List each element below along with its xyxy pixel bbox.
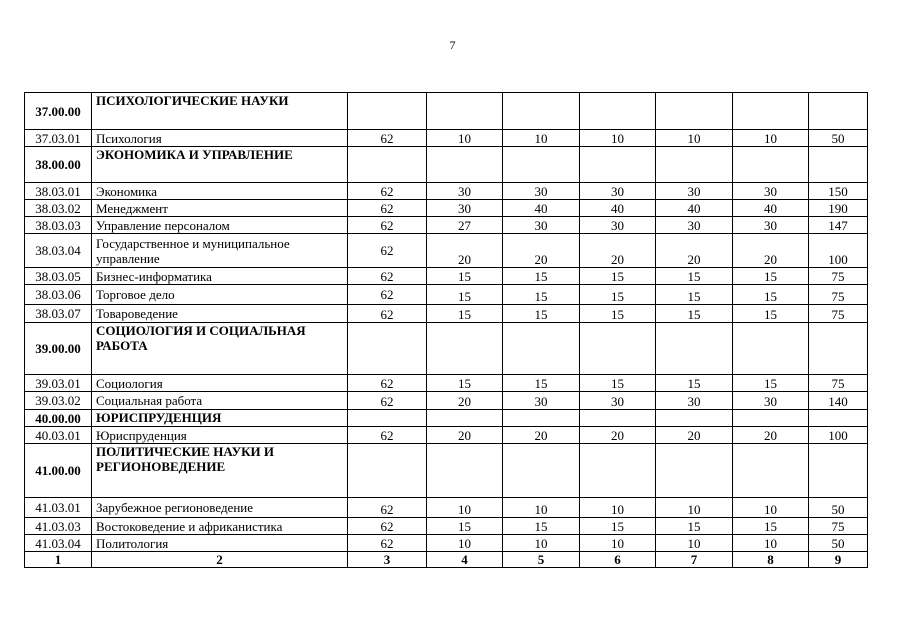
value-cell: 15: [503, 285, 580, 305]
value-cell: 20: [427, 427, 503, 444]
value-cell: [733, 444, 809, 498]
code-cell: 38.03.01: [25, 183, 92, 200]
value-cell: 30: [503, 392, 580, 410]
value-cell: 62: [348, 535, 427, 552]
value-cell: 15: [733, 518, 809, 535]
value-cell: 27: [427, 217, 503, 234]
value-cell: 62: [348, 305, 427, 323]
value-cell: [656, 323, 733, 375]
code-cell: 37.00.00: [25, 93, 92, 130]
value-cell: [580, 323, 656, 375]
name-cell: ЮРИСПРУДЕНЦИЯ: [92, 410, 348, 427]
value-cell: 15: [656, 305, 733, 323]
value-cell: 20: [503, 234, 580, 268]
value-cell: 20: [733, 234, 809, 268]
name-cell: ПСИХОЛОГИЧЕСКИЕ НАУКИ: [92, 93, 348, 130]
value-cell: 50: [809, 535, 868, 552]
value-cell: 75: [809, 268, 868, 285]
value-cell: 10: [503, 535, 580, 552]
value-cell: 62: [348, 392, 427, 410]
page-number: 7: [449, 38, 456, 52]
value-cell: 15: [427, 305, 503, 323]
section-row: [25, 323, 868, 375]
table-row: [25, 268, 868, 285]
value-cell: 15: [503, 518, 580, 535]
section-row: [25, 147, 868, 183]
column-number-cell: 6: [580, 552, 656, 568]
value-cell: 30: [427, 200, 503, 217]
value-cell: [348, 323, 427, 375]
value-cell: 20: [580, 234, 656, 268]
value-cell: 15: [580, 375, 656, 392]
value-cell: [503, 147, 580, 183]
value-cell: [733, 323, 809, 375]
table-row: [25, 305, 868, 323]
value-cell: 62: [348, 268, 427, 285]
value-cell: 15: [656, 285, 733, 305]
table-row: [25, 375, 868, 392]
value-cell: [503, 323, 580, 375]
value-cell: [580, 410, 656, 427]
value-cell: 10: [503, 498, 580, 518]
value-cell: 62: [348, 217, 427, 234]
value-cell: 30: [503, 183, 580, 200]
code-cell: 37.03.01: [25, 130, 92, 147]
code-cell: 41.03.03: [25, 518, 92, 535]
value-cell: [809, 410, 868, 427]
value-cell: 10: [580, 535, 656, 552]
value-cell: [503, 410, 580, 427]
value-cell: 62: [348, 498, 427, 518]
value-cell: [348, 147, 427, 183]
code-cell: 41.03.04: [25, 535, 92, 552]
value-cell: [733, 147, 809, 183]
table-row: [25, 200, 868, 217]
value-cell: [733, 93, 809, 130]
value-cell: 30: [656, 392, 733, 410]
value-cell: 30: [733, 217, 809, 234]
value-cell: 62: [348, 427, 427, 444]
section-row: [25, 410, 868, 427]
value-cell: 10: [427, 535, 503, 552]
table-row: [25, 392, 868, 410]
value-cell: 20: [580, 427, 656, 444]
value-cell: 30: [580, 183, 656, 200]
value-cell: 190: [809, 200, 868, 217]
value-cell: 10: [656, 498, 733, 518]
value-cell: 62: [348, 200, 427, 217]
value-cell: 40: [656, 200, 733, 217]
value-cell: 15: [503, 375, 580, 392]
column-number-cell: 1: [25, 552, 92, 568]
value-cell: 10: [580, 498, 656, 518]
column-number-cell: 5: [503, 552, 580, 568]
value-cell: [503, 93, 580, 130]
value-cell: 20: [656, 234, 733, 268]
name-cell: Товароведение: [92, 305, 348, 323]
name-cell: Психология: [92, 130, 348, 147]
name-cell: СОЦИОЛОГИЯ И СОЦИАЛЬНАЯ РАБОТА: [92, 323, 348, 375]
value-cell: 75: [809, 518, 868, 535]
value-cell: 140: [809, 392, 868, 410]
table-row: [25, 130, 868, 147]
code-cell: 40.03.01: [25, 427, 92, 444]
name-cell: Зарубежное регионоведение: [92, 498, 348, 518]
name-cell: Социальная работа: [92, 392, 348, 410]
value-cell: 30: [656, 183, 733, 200]
value-cell: [427, 323, 503, 375]
value-cell: 62: [348, 234, 427, 268]
name-cell: Востоковедение и африканистика: [92, 518, 348, 535]
code-cell: 38.00.00: [25, 147, 92, 183]
table-row: [25, 234, 868, 268]
section-row: [25, 444, 868, 498]
table-row: [25, 535, 868, 552]
value-cell: [427, 444, 503, 498]
value-cell: [656, 147, 733, 183]
code-cell: 38.03.03: [25, 217, 92, 234]
value-cell: [656, 444, 733, 498]
value-cell: 30: [580, 392, 656, 410]
value-cell: 40: [580, 200, 656, 217]
name-cell: Юриспруденция: [92, 427, 348, 444]
value-cell: 62: [348, 130, 427, 147]
value-cell: 10: [580, 130, 656, 147]
code-cell: 39.03.01: [25, 375, 92, 392]
value-cell: 75: [809, 305, 868, 323]
code-cell: 38.03.02: [25, 200, 92, 217]
value-cell: [427, 147, 503, 183]
column-number-cell: 3: [348, 552, 427, 568]
value-cell: 10: [733, 498, 809, 518]
value-cell: [580, 444, 656, 498]
code-cell: 41.00.00: [25, 444, 92, 498]
value-cell: 62: [348, 375, 427, 392]
value-cell: 10: [503, 130, 580, 147]
value-cell: 20: [427, 392, 503, 410]
column-number-cell: 8: [733, 552, 809, 568]
value-cell: 15: [733, 375, 809, 392]
name-cell: Экономика: [92, 183, 348, 200]
value-cell: [580, 93, 656, 130]
code-cell: 40.00.00: [25, 410, 92, 427]
section-row: [25, 93, 868, 130]
value-cell: 30: [580, 217, 656, 234]
admission-quota-table: [24, 92, 868, 568]
column-number-row: [25, 552, 868, 568]
name-cell: Политология: [92, 535, 348, 552]
value-cell: 150: [809, 183, 868, 200]
value-cell: 15: [733, 305, 809, 323]
value-cell: 30: [733, 183, 809, 200]
value-cell: 15: [656, 518, 733, 535]
value-cell: 30: [427, 183, 503, 200]
value-cell: [656, 410, 733, 427]
value-cell: 20: [427, 234, 503, 268]
name-cell: Управление персоналом: [92, 217, 348, 234]
value-cell: [503, 444, 580, 498]
value-cell: 20: [656, 427, 733, 444]
value-cell: 15: [580, 518, 656, 535]
value-cell: 75: [809, 285, 868, 305]
name-cell: Государственное и муниципальное управление: [92, 234, 348, 268]
value-cell: [809, 323, 868, 375]
code-cell: 39.00.00: [25, 323, 92, 375]
value-cell: 10: [656, 535, 733, 552]
value-cell: 75: [809, 375, 868, 392]
value-cell: 30: [733, 392, 809, 410]
value-cell: [348, 410, 427, 427]
table-row: [25, 183, 868, 200]
value-cell: 10: [427, 130, 503, 147]
value-cell: [427, 93, 503, 130]
value-cell: 10: [656, 130, 733, 147]
value-cell: 10: [427, 498, 503, 518]
value-cell: 10: [733, 130, 809, 147]
value-cell: 40: [733, 200, 809, 217]
code-cell: 38.03.04: [25, 234, 92, 268]
name-cell: Менеджмент: [92, 200, 348, 217]
name-cell: Бизнес-информатика: [92, 268, 348, 285]
value-cell: 62: [348, 183, 427, 200]
table-row: [25, 427, 868, 444]
value-cell: 15: [656, 268, 733, 285]
column-number-cell: 2: [92, 552, 348, 568]
table-row: [25, 285, 868, 305]
value-cell: [733, 410, 809, 427]
value-cell: 20: [503, 427, 580, 444]
table-row: [25, 217, 868, 234]
column-number-cell: 4: [427, 552, 503, 568]
value-cell: 15: [580, 268, 656, 285]
value-cell: 15: [503, 305, 580, 323]
value-cell: 100: [809, 427, 868, 444]
value-cell: [427, 410, 503, 427]
code-cell: 38.03.07: [25, 305, 92, 323]
name-cell: Торговое дело: [92, 285, 348, 305]
value-cell: 15: [733, 268, 809, 285]
value-cell: [348, 93, 427, 130]
code-cell: 38.03.05: [25, 268, 92, 285]
value-cell: 15: [427, 375, 503, 392]
value-cell: [809, 147, 868, 183]
value-cell: 62: [348, 518, 427, 535]
value-cell: 20: [733, 427, 809, 444]
value-cell: [348, 444, 427, 498]
value-cell: 15: [580, 285, 656, 305]
value-cell: [809, 444, 868, 498]
name-cell: ПОЛИТИЧЕСКИЕ НАУКИ И РЕГИОНОВЕДЕНИЕ: [92, 444, 348, 498]
value-cell: 10: [733, 535, 809, 552]
value-cell: [580, 147, 656, 183]
column-number-cell: 7: [656, 552, 733, 568]
value-cell: 62: [348, 285, 427, 305]
value-cell: 15: [580, 305, 656, 323]
value-cell: [656, 93, 733, 130]
value-cell: 15: [427, 518, 503, 535]
value-cell: 15: [733, 285, 809, 305]
value-cell: 30: [656, 217, 733, 234]
value-cell: 15: [656, 375, 733, 392]
table-row: [25, 518, 868, 535]
value-cell: 50: [809, 498, 868, 518]
value-cell: 30: [503, 217, 580, 234]
value-cell: [809, 93, 868, 130]
column-number-cell: 9: [809, 552, 868, 568]
value-cell: 50: [809, 130, 868, 147]
value-cell: 100: [809, 234, 868, 268]
code-cell: 39.03.02: [25, 392, 92, 410]
table-row: [25, 498, 868, 518]
value-cell: 15: [427, 285, 503, 305]
code-cell: 41.03.01: [25, 498, 92, 518]
value-cell: 147: [809, 217, 868, 234]
value-cell: 15: [427, 268, 503, 285]
name-cell: Социология: [92, 375, 348, 392]
value-cell: 15: [503, 268, 580, 285]
name-cell: ЭКОНОМИКА И УПРАВЛЕНИЕ: [92, 147, 348, 183]
code-cell: 38.03.06: [25, 285, 92, 305]
value-cell: 40: [503, 200, 580, 217]
